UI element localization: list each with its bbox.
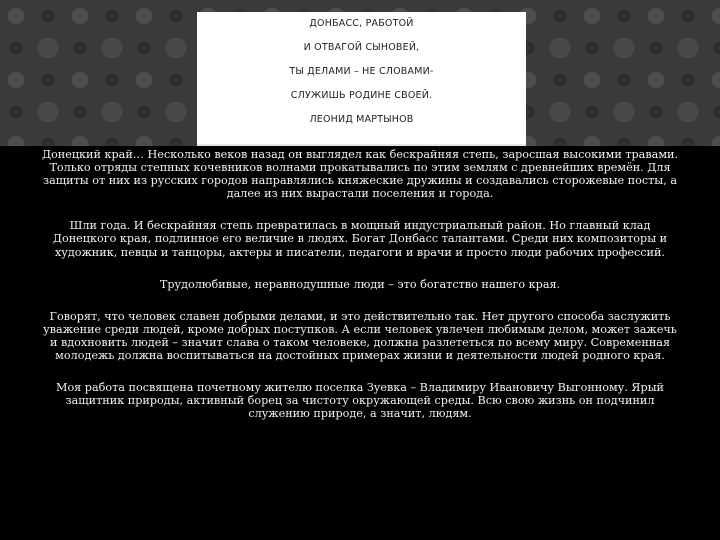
paragraph-dedication: Моя работа посвящена почетному жителю поселка Зуевка – Владимиру Ивановичу Выгонному. Ярый защитник природы, активный борец за чистоту окружающей среды. Всю свою жизнь он подчинил служению природе, а значит, людям. [55,381,664,421]
paragraph-good-deeds: Говорят, что человек славен добрыми делами, и это действительно так. Нет другого способа заслужить уважение среди людей, кроме добрых поступков. А если человек увлечен любимым делом, может зажечь и вдохновить людей – значит слава о таком человеке, должна разлететься по всему миру. Современная молодежь должна воспитываться на достойных примерах жизни и деятельности людей родного края. [43,309,677,363]
epigraph-line-3: ТЫ ДЕЛАМИ – НЕ СЛОВАМИ- [289,66,434,77]
paragraph-people: Трудолюбивые, неравнодушные люди – это богатство нашего края. [159,277,561,291]
epigraph-line-2: И ОТВАГОЙ СЫНОВЕЙ, [303,42,420,53]
epigraph-box [197,12,526,146]
paragraph-intro: Донецкий край… Несколько веков назад он выглядел как бескрайняя степь, заросшая высокими травами. Только отряды степных кочевников волнами прокатывались по этим землям с древнейших времён. Для защиты от них из русских городов направлялись княжеские дружины и создавались сторожевые посты, а далее из них вырастали поселения и города. [41,148,679,201]
body-text [40,148,680,439]
paragraph-industry: Шли года. И бескрайняя степь превратилась в мощный индустриальный район. Но главный клад Донецкого края, подлинное его величие в людях. Богат Донбасс талантами. Среди них композиторы и художник, певцы и танцоры, актеры и писатели, педагоги и врачи и просто люди рабочих профессий. [52,219,668,259]
epigraph-line-1: ДОНБАСС, РАБОТОЙ [309,18,414,29]
epigraph-author: ЛЕОНИД МАРТЫНОВ [309,114,414,125]
epigraph-line-4: СЛУЖИШЬ РОДИНЕ СВОЕЙ. [290,90,433,101]
